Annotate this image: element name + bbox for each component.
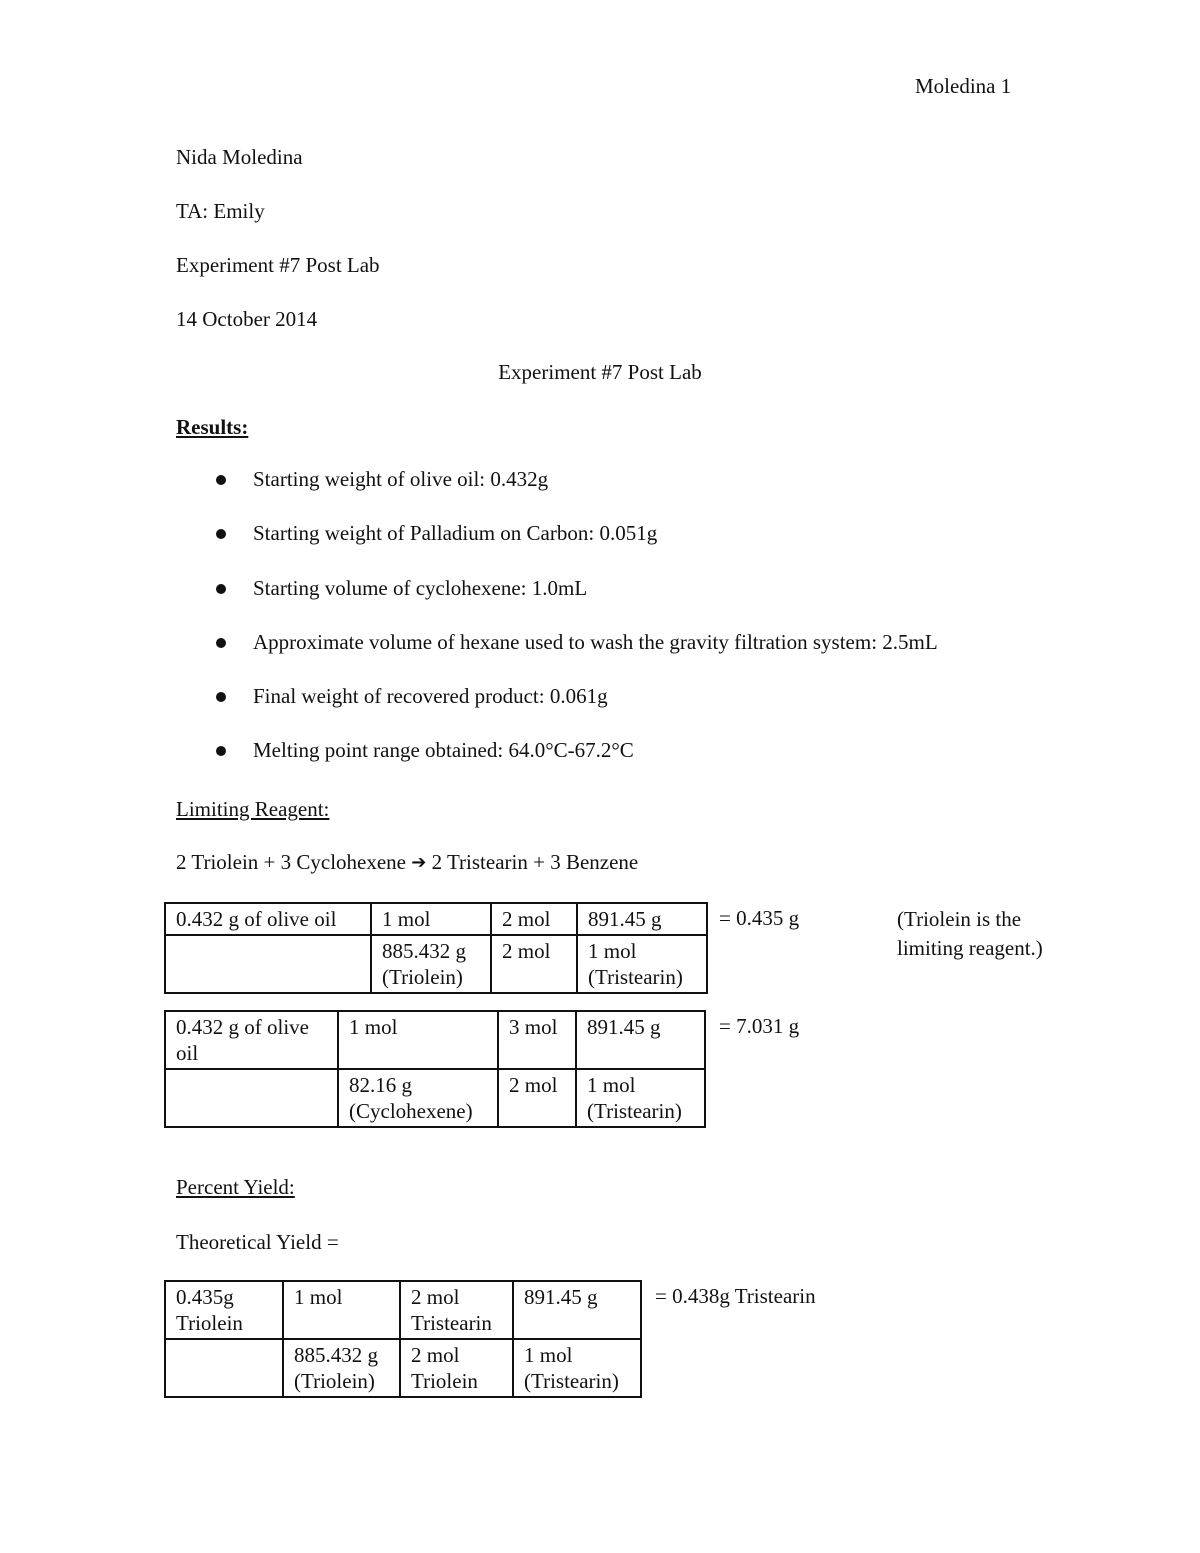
list-item: Starting volume of cyclohexene: 1.0mL <box>176 575 938 629</box>
table-cell: 3 mol <box>498 1011 576 1069</box>
table-cell: 2 mol <box>498 1069 576 1127</box>
table-cell: 885.432 g (Triolein) <box>283 1339 400 1397</box>
table-cell: 2 mol <box>491 935 577 993</box>
table-cell: 885.432 g (Triolein) <box>371 935 491 993</box>
theoretical-yield-label: Theoretical Yield = <box>176 1230 339 1254</box>
author-name: Nida Moledina <box>176 145 303 169</box>
bullet-icon <box>216 692 226 702</box>
limiting-note: (Triolein is the limiting reagent.) <box>897 907 1043 960</box>
bullet-icon <box>216 584 226 594</box>
table-cell: 2 mol <box>491 903 577 935</box>
bullet-icon <box>216 746 226 756</box>
limiting-calc-table-triolein <box>164 902 708 994</box>
bullet-icon <box>216 475 226 485</box>
table-cell: 891.45 g <box>513 1281 641 1339</box>
table-cell: 1 mol <box>338 1011 498 1069</box>
table-cell: 1 mol (Tristearin) <box>513 1339 641 1397</box>
list-item: Melting point range obtained: 64.0°C-67.2°C <box>176 737 938 791</box>
report-date: 14 October 2014 <box>176 307 318 331</box>
table-cell: 1 mol <box>371 903 491 935</box>
results-list <box>176 466 938 792</box>
table-cell: 0.435g Triolein <box>165 1281 283 1339</box>
list-item: Starting weight of olive oil: 0.432g <box>176 466 938 520</box>
ta-name: TA: Emily <box>176 199 265 223</box>
list-item: Approximate volume of hexane used to wash the gravity filtration system: 2.5mL <box>176 629 938 683</box>
limiting-calc-table-cyclohexene <box>164 1010 706 1128</box>
limiting-reagent-heading: Limiting Reagent: <box>176 797 330 821</box>
table-cell: 891.45 g <box>576 1011 705 1069</box>
table-cell: 1 mol (Tristearin) <box>576 1069 705 1127</box>
results-heading: Results: <box>176 415 249 439</box>
list-item: Starting weight of Palladium on Carbon: 0.051g <box>176 520 938 574</box>
table-cell: 2 mol Tristearin <box>400 1281 513 1339</box>
table-cell: 0.432 g of olive oil <box>165 1011 338 1069</box>
arrow-right-icon: ➔ <box>411 852 427 873</box>
experiment-label: Experiment #7 Post Lab <box>176 253 380 277</box>
reaction-equation: 2 Triolein + 3 Cyclohexene ➔ 2 Tristearin + 3 Benzene <box>176 850 639 874</box>
document-title: Experiment #7 Post Lab <box>498 360 702 384</box>
bullet-icon <box>216 638 226 648</box>
theoretical-yield-table <box>164 1280 642 1398</box>
table-cell: 82.16 g (Cyclohexene) <box>338 1069 498 1127</box>
percent-yield-heading: Percent Yield: <box>176 1175 295 1199</box>
table-cell: 1 mol <box>283 1281 400 1339</box>
table-cell: 2 mol Triolein <box>400 1339 513 1397</box>
list-item: Final weight of recovered product: 0.061g <box>176 683 938 737</box>
table-cell <box>165 1069 338 1127</box>
table2-result: = 7.031 g <box>719 1014 800 1038</box>
bullet-icon <box>216 529 226 539</box>
table-cell: 1 mol (Tristearin) <box>577 935 707 993</box>
table-cell: 0.432 g of olive oil <box>165 903 371 935</box>
table1-result: = 0.435 g <box>719 906 800 930</box>
table-cell <box>165 1339 283 1397</box>
table-cell: 891.45 g <box>577 903 707 935</box>
page-header: Moledina 1 <box>915 74 1012 98</box>
table3-result: = 0.438g Tristearin <box>655 1284 816 1308</box>
table-cell <box>165 935 371 993</box>
